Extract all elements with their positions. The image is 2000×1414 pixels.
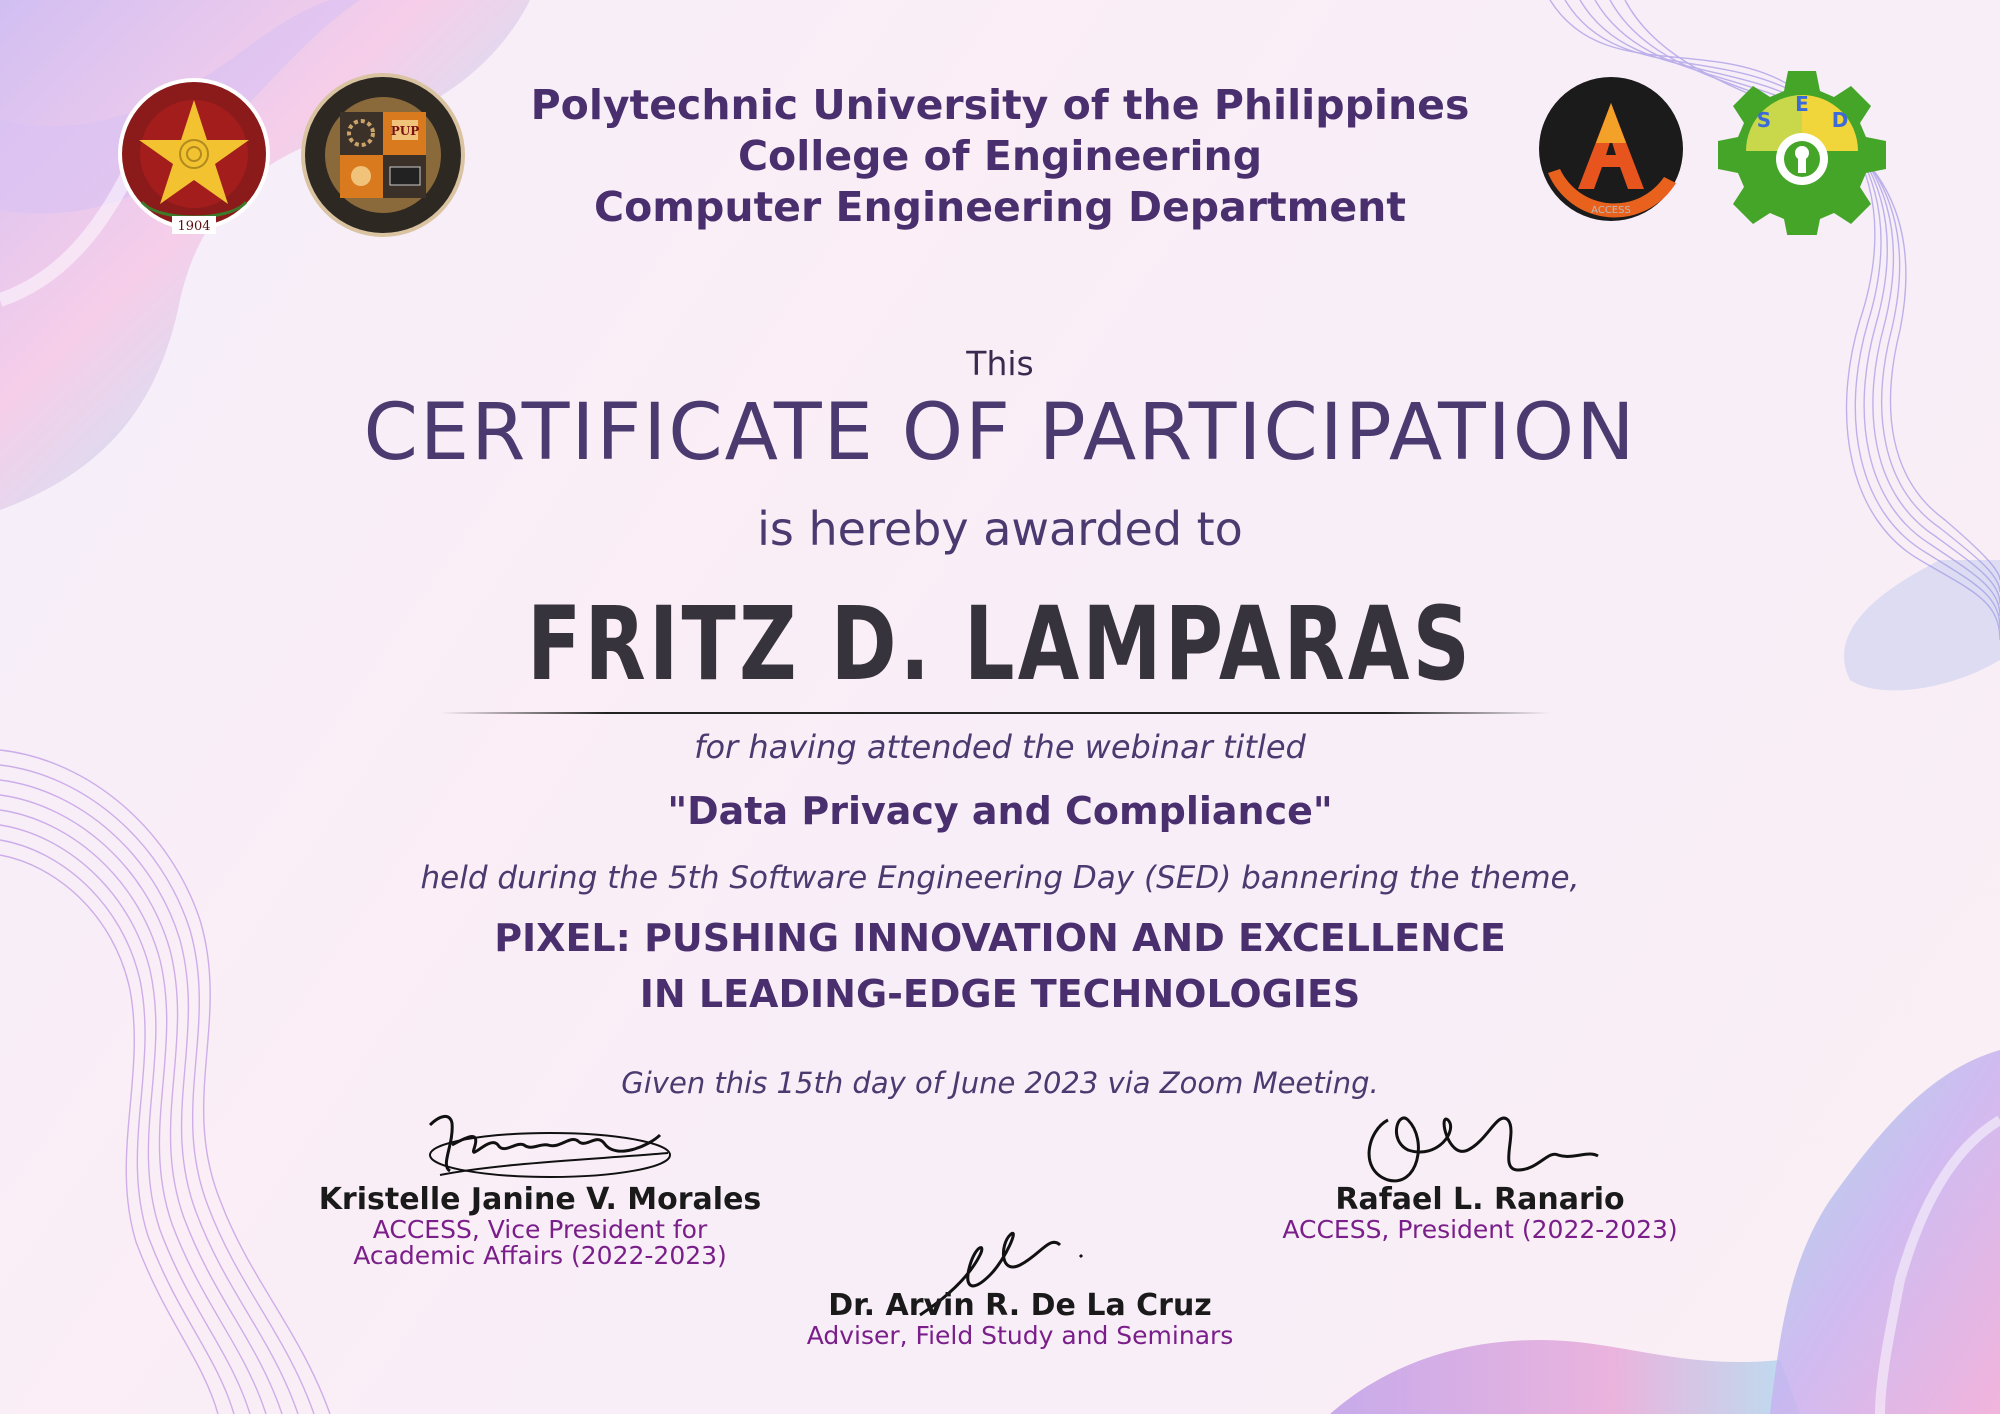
for-having-text: for having attended the webinar titled: [694, 728, 1306, 766]
signatory-president: [1240, 1183, 1720, 1243]
held-during-text: held during the 5th Software Engineering Day (SED) bannering the theme,: [420, 860, 1580, 896]
given-date-text: Given this 15th day of June 2023 via Zoom Meeting.: [621, 1066, 1379, 1100]
recipient-name: FRITZ D. LAMPARAS: [526, 585, 1474, 704]
certificate-title: CERTIFICATE OF PARTICIPATION: [363, 388, 1637, 478]
awarded-text: is hereby awarded to: [757, 502, 1243, 556]
signatory-adviser: [770, 1289, 1270, 1349]
theme-title: [0, 910, 2000, 1022]
theme-line-1: PIXEL: PUSHING INNOVATION AND EXCELLENCE: [494, 916, 1506, 960]
header-college: College of Engineering: [737, 132, 1263, 180]
signatory-name: Dr. Arvin R. De La Cruz: [828, 1288, 1212, 1323]
signatory-name: Rafael L. Ranario: [1335, 1182, 1625, 1217]
sed-letter-d: D: [1831, 108, 1849, 132]
cpe-seal-mark: PUP: [390, 124, 420, 138]
sed-letter-e: E: [1795, 92, 1809, 116]
pup-seal-year: 1904: [177, 219, 211, 234]
signatory-role-line2: Academic Affairs (2022-2023): [353, 1241, 727, 1270]
theme-line-2: IN LEADING-EDGE TECHNOLOGIES: [639, 972, 1361, 1016]
signature-kristelle: [420, 1105, 680, 1185]
intro-text: This: [966, 344, 1034, 383]
signatory-role-line1: Adviser, Field Study and Seminars: [806, 1321, 1234, 1350]
name-underline: [440, 712, 1550, 714]
header-department: Computer Engineering Department: [594, 183, 1406, 231]
webinar-title: "Data Privacy and Compliance": [667, 789, 1333, 833]
sed-letter-s: S: [1756, 108, 1772, 132]
header-university: Polytechnic University of the Philippines: [530, 81, 1470, 129]
signatory-role-line1: ACCESS, Vice President for: [372, 1215, 708, 1244]
signatory-role-line1: ACCESS, President (2022-2023): [1282, 1215, 1678, 1244]
signatory-vp-academic: [300, 1183, 780, 1269]
signatory-name: Kristelle Janine V. Morales: [318, 1182, 762, 1217]
access-logo-text: ACCESS: [1591, 205, 1631, 216]
